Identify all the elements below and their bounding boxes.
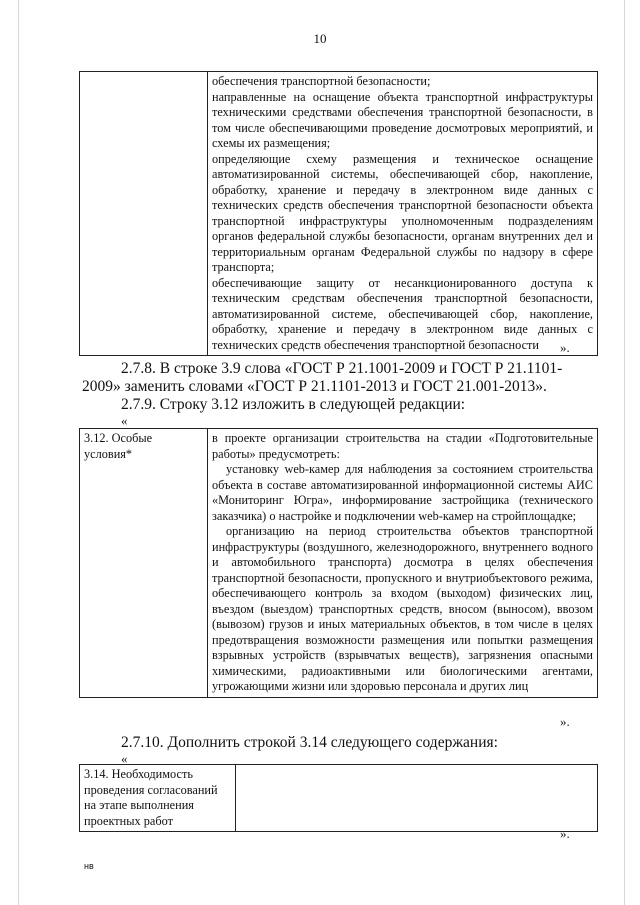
table-row bbox=[80, 765, 598, 832]
scan-edge-right bbox=[624, 0, 625, 905]
row-3-12-table bbox=[79, 428, 598, 698]
list-item: организацию на период строительства объектов транспортной инфраструктуры (воздушного, железнодорожного, внутреннего водного и автомобильного транспорта) досмотра в целях обеспечения транспортной безопасности, пропускного и внутриобъектового режима, обеспечивающего контроль за входом (выходом) физических лиц, въездом (выездом) транспортных средств, вносом (выносом), ввозом (вывозом) грузов и иных материальных объектов, в том числе в целях предотвращения возможности размещения или попытки размещения взрывных устройств (взрывчатых веществ), загрязнения опасными химическими, радиоактивными или биологическими агентами, угрожающими жизни или здоровью персонала и других лиц bbox=[212, 524, 593, 693]
page-number: 10 bbox=[313, 31, 327, 46]
list-item: направленные на оснащение объекта транспортной инфраструктуры техническими средствами обеспечения транспортной безопасности, в том числе обеспечивающими проведение досмотровых мероприятий, и схемы их размещения; bbox=[212, 89, 593, 150]
closing-quote-3: ». bbox=[560, 826, 570, 841]
row-content-cell bbox=[236, 765, 598, 832]
opening-quote-2: « bbox=[121, 751, 128, 766]
row-content-cell bbox=[208, 429, 598, 698]
scan-edge-left bbox=[18, 0, 19, 905]
opening-quote-1: « bbox=[121, 413, 128, 428]
paragraph-2-7-10: 2.7.10. Дополнить строкой 3.14 следующего содержания: bbox=[121, 734, 498, 751]
table-row bbox=[80, 72, 598, 356]
list-item: в проекте организации строительства на стадии «Подготовительные работы» предусмотреть: bbox=[212, 431, 593, 461]
closing-quote-1: ». bbox=[560, 340, 570, 355]
paragraph-2-7-8-line2: 2009» заменить словами «ГОСТ Р 21.1101-2013 и ГОСТ 21.001-2013». bbox=[82, 378, 547, 395]
list-item: обеспечивающие защиту от несанкционированного доступа к техническим средствам обеспечения транспортной безопасности, автоматизированной системе, обеспечивающей сбор, накопление, обработку, хранение и передачу в электронном виде данных с технических средств обеспечения транспортной безопасности bbox=[212, 275, 593, 352]
row-3-14-table bbox=[79, 764, 598, 832]
closing-quote-2: ». bbox=[560, 714, 570, 729]
table-row bbox=[80, 429, 598, 698]
paragraph-2-7-8-line1: 2.7.8. В строке 3.9 слова «ГОСТ Р 21.1001-2009 и ГОСТ Р 21.1101- bbox=[121, 360, 563, 377]
footer-mark: нв bbox=[84, 861, 94, 871]
continuation-table bbox=[79, 71, 598, 356]
list-item: установку web-камер для наблюдения за состоянием строительства объекта в составе автоматизированной информационной системы АИС «Мониторинг Югра», информирование застройщика (технического заказчика) о настройке и подключении web-камер на стройплощадке; bbox=[212, 462, 593, 523]
continuation-text-cell bbox=[208, 72, 598, 356]
row-label-cell: 3.14. Необходимость проведения согласований на этапе выполнения проектных работ bbox=[80, 765, 236, 832]
row-label-cell: 3.12. Особые условия* bbox=[80, 429, 208, 698]
list-item: обеспечения транспортной безопасности; bbox=[212, 74, 431, 88]
paragraph-2-7-9: 2.7.9. Строку 3.12 изложить в следующей редакции: bbox=[121, 396, 466, 413]
table-cell-empty bbox=[80, 72, 208, 356]
list-item: определяющие схему размещения и техническое оснащение автоматизированной системы, обеспечивающей сбор, накопление, обработку, хранение и передачу в электронном виде данных с технических средств обеспечения транспортной безопасности объекта транспортной инфраструктуры уполномоченным подразделениям органов федеральной службы безопасности, органам внутренних дел и территориальным органам Федеральной службы по надзору в сфере транспорта; bbox=[212, 151, 593, 274]
